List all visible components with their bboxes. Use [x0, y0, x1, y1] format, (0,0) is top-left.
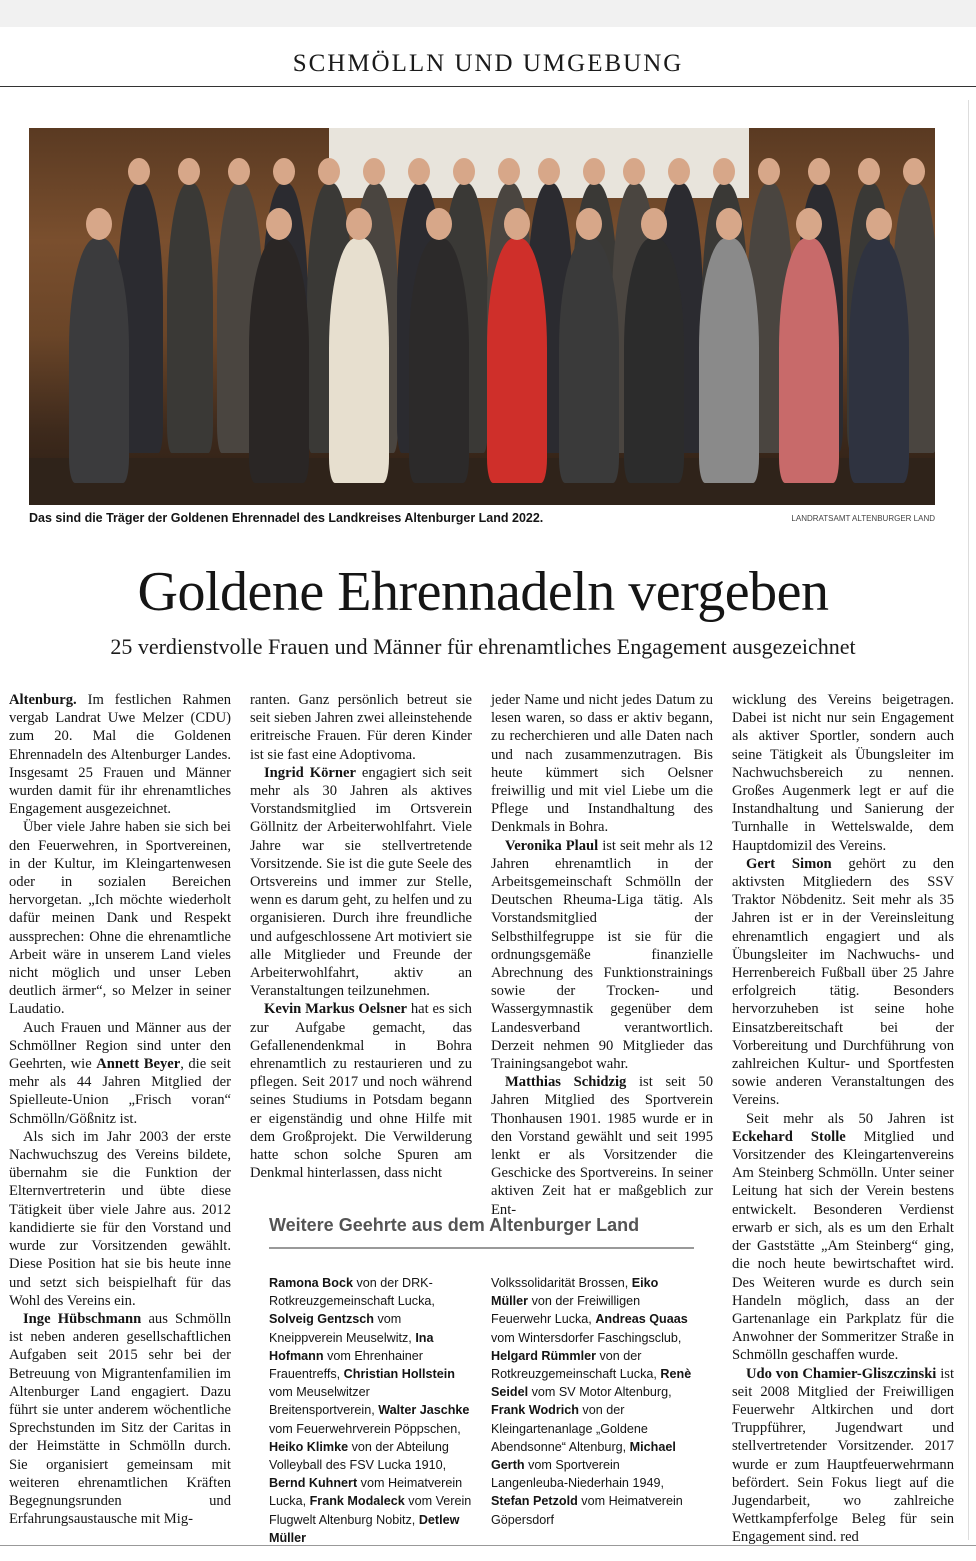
- honoree-name: Helgard Rümmler: [491, 1348, 596, 1363]
- photo-person-head: [583, 158, 605, 185]
- photo-person-head: [808, 158, 830, 185]
- photo-person-head: [538, 158, 560, 185]
- photo-person-head: [273, 158, 295, 185]
- honoree-name: Heiko Klimke: [269, 1439, 349, 1454]
- honoree-entry: Andreas Quaas vom Wintersdorfer Faschingsclub,: [491, 1312, 688, 1345]
- honoree-entry: Ramona Bock von der DRK-Rotkreuzgemeinschaft Lucka,: [269, 1276, 435, 1309]
- article-paragraph: Ingrid Körner engagiert sich seit mehr als 30 Jahren als aktives Vorstandsmitglied im Ortsverein Göllnitz der Arbeiterwohlfahrt. Viele Jahre war sie stellvertretende Vorsitzende. Sie ist die gute Seele des Ortsvereins und immer zur Stelle, wenn es darum geht, zu helfen und zu organisieren. Durch ihre freundliche und aufgeschlossene Art motiviert sie alle Mitglieder und Freunde der Arbeiterwohlfahrt, aktiv an Veranstaltungen teilzunehmen.: [250, 764, 472, 1000]
- honoree-entry: Renè Seidel vom SV Motor Altenburg,: [491, 1367, 692, 1400]
- honoree-name: Ingrid Körner: [264, 764, 356, 781]
- honoree-name: Matthias Schidzig: [505, 1074, 627, 1091]
- top-bar: [0, 0, 976, 27]
- honoree-entry: Ina Hofmann vom Ehrenhainer Frauentreffs,: [269, 1330, 434, 1382]
- article-column-2: [250, 691, 472, 1182]
- photo-person-head: [758, 158, 780, 185]
- photo-person-head: [318, 158, 340, 185]
- photo-person-head: [228, 158, 250, 185]
- sidebox-rule: [269, 1247, 694, 1249]
- article-paragraph: Seit mehr als 50 Jahren ist Eckehard Stolle Mitglied und Vorsitzender des Kleingartenvereins Am Steinberg Schmölln. Unter seiner Leitung hat sich der Verein bestens entwickelt. Besonderen Verdienst erwarb er sich, als es um den Erhalt der Gaststätte „Am Steinberg“ ging, die noch heute bewirtschaftet wird. Des Weiteren wurde es durch sein Handeln möglich, dass an der Gartenanlage ein Parkplatz für die Anwohner der Sommeritzer Straße in Schmölln geschaffen wurde.: [732, 1110, 954, 1364]
- photo-person-front: [487, 238, 547, 483]
- honoree-name: Ina Hofmann: [269, 1330, 434, 1363]
- article-paragraph: Über viele Jahre haben sie sich bei den Feuerwehren, in Sportvereinen, in der Kultur, im Kleingartenwesen oder in sozialen Bereichen hervorgetan. „Ich möchte wiederholt dafür meinen Dank und Respekt aussprechen: Ohne die ehrenamtliche Arbeit wäre in unserem Land vieles nicht möglich und unser Leben deutlich ärmer“, so Melzer in seiner Laudatio.: [9, 819, 231, 1018]
- photo-person-head: [346, 208, 372, 240]
- photo-person-front: [249, 238, 309, 483]
- section-title: SCHMÖLLN UND UMGEBUNG: [292, 50, 684, 77]
- honoree-entry: Eiko Müller von der Freiwilligen Feuerwehr Lucka,: [491, 1276, 659, 1327]
- honoree-name: Annett Beyer: [96, 1056, 181, 1073]
- photo-person-front: [699, 238, 759, 483]
- article-paragraph: Udo von Chamier-Gliszczinski ist seit 2008 Mitglied der Freiwilligen Feuerwehr Altkirchen und dort Truppführer, Jugendwart und stellvertretender Vorsitzender. 2017 wurde er zum Hauptfeuerwehrmann befördert. Sein Fokus liegt auf die Jugendarbeit, wo zahlreiche Wettkampferfolge Beleg für sein Engagement sind. red: [732, 1365, 954, 1546]
- honoree-name: Andreas Quaas: [595, 1312, 688, 1327]
- honoree-entry: Frank Modaleck vom Verein Flugwelt Altenburg Nobitz,: [269, 1494, 472, 1527]
- photo-person-head: [266, 208, 292, 240]
- photo-person-back: [167, 183, 213, 453]
- photo-person-head: [866, 208, 892, 240]
- honoree-name: Altenburg.: [9, 692, 77, 708]
- photo-person-front: [849, 238, 909, 483]
- photo-person-head: [498, 158, 520, 185]
- photo-person-head: [426, 208, 452, 240]
- photo-person-front: [409, 238, 469, 483]
- photo-person-head: [453, 158, 475, 185]
- honoree-entry: Solveig Gentzsch vom Kneippverein Meuselwitz,: [269, 1312, 416, 1345]
- photo-person-head: [623, 158, 645, 185]
- article-paragraph: ranten. Ganz persönlich betreut sie seit sieben Jahren zwei alleinstehende eritreische Frauen. Für deren Kinder ist sie fast eine Adoptivoma.: [250, 692, 472, 763]
- honoree-name: Veronika Plaul: [505, 837, 599, 854]
- photo-person-front: [779, 238, 839, 483]
- photo-person-head: [668, 158, 690, 185]
- honoree-entry: Bernd Kuhnert vom Heimatverein Lucka,: [269, 1476, 463, 1509]
- sidebox-column-2: [491, 1274, 697, 1529]
- photo-person-head: [903, 158, 925, 185]
- honoree-name: Christian Hollstein: [343, 1367, 455, 1382]
- photo-person-head: [363, 158, 385, 185]
- honoree-name: Kevin Markus Oelsner: [264, 1001, 408, 1018]
- photo-person-front: [559, 238, 619, 483]
- photo-person-head: [128, 158, 150, 185]
- photo-person-front: [69, 238, 129, 483]
- honoree-name: Inge Hübschmann: [23, 1310, 142, 1327]
- photo-person-front: [624, 238, 684, 483]
- article-paragraph: Inge Hübschmann aus Schmölln ist neben anderen gesellschaftlichen Aufgaben seit 2015 sehr bei der Betreuung von Migrantenfamilien im Altenburger Land engagiert. Dazu führt sie unter anderem wöchentliche Sprechstunden im Sitz der Caritas in der Heimstätte in Schmölln durch. Sie organisiert gemeinsam mit weiteren ehrenamtlichen Kräften Begegnungsrunden und Erfahrungsaustausche mit Mig-: [9, 1310, 231, 1528]
- honoree-name: Frank Modaleck: [309, 1494, 405, 1509]
- photo-person-head: [504, 208, 530, 240]
- photo-person-head: [796, 208, 822, 240]
- photo-person-head: [86, 208, 112, 240]
- photo-credit: LANDRATSAMT ALTENBURGER LAND: [791, 514, 935, 523]
- honoree-name: Detlew Müller: [269, 1512, 460, 1545]
- photo-person-head: [858, 158, 880, 185]
- article-paragraph: Auch Frauen und Männer aus der Schmöllner Region sind unter den Geehrten, wie Annett Beyer, die seit mehr als 44 Jahren Mitglied der Spielleute-Union „Frisch voran“ Schmölln/Gößnitz ist.: [9, 1019, 231, 1127]
- honoree-entry: Helgard Rümmler von der Rotkreuzgemeinschaft Lucka,: [491, 1348, 661, 1382]
- group-photo: [29, 128, 935, 505]
- article-paragraph: Veronika Plaul ist seit mehr als 12 Jahren ehrenamtlich in der Arbeitsgemeinschaft Schmölln der Deutschen Rheuma-Liga tätig. Als Vorstandsmitglied der Selbsthilfegruppe ist sie für die ordnungsgemäße finanzielle Abrechnung des Funktionstrainings sowie der Trocken- und Wassergymnastik gegenüber dem Landesverband verantwortlich. Derzeit nehmen 90 Mitglieder das Trainingsangebot wahr.: [491, 837, 713, 1073]
- honoree-entry: Heiko Klimke von der Abteilung Volleyball des FSV Lucka 1910,: [269, 1439, 449, 1473]
- article-paragraph: jeder Name und nicht jedes Datum zu lesen waren, so dass er aktiv begann, zu recherchieren und alle Daten nach und nach zusammenzutragen. Bis heute kümmert sich Oelsner freiwillig und mit viel Liebe um die Pflege und Instandhaltung des Denkmals in Bohra.: [491, 692, 713, 836]
- article-paragraph: Als sich im Jahr 2003 der erste Nachwuchszug des Vereins bildete, übernahm sie die Funktion der Elternvertreterin und übte diese Tätigkeit über viele Jahre aus. 2012 kandidierte sie für den Vorstand und wurde zur Vorsitzenden gewählt. Diese Position hat sie bis heute inne und setzt sich beispielhaft für das Wohl des Vereins ein.: [9, 1128, 231, 1309]
- article-column-4: [732, 691, 954, 1547]
- headline: Goldene Ehrennadeln vergeben: [137, 561, 829, 623]
- photo-caption: Das sind die Träger der Goldenen Ehrennadel des Landkreises Altenburger Land 2022.: [29, 511, 544, 525]
- sidebox-column-1: [269, 1274, 475, 1547]
- article-paragraph: Matthias Schidzig ist seit 50 Jahren Mitglied des Sportverein Thonhausen 1901. 1985 wurde er in den Vorstand gewählt und seit 1995 lenkt er als Vorsitzender die Geschicke des Sportvereins. In seiner aktiven Zeit hat er maßgeblich zur Ent-: [491, 1074, 714, 1218]
- honoree-entry: Volkssolidarität Brossen,: [491, 1276, 632, 1290]
- photo-person-head: [408, 158, 430, 185]
- honoree-name: Eckehard Stolle: [732, 1128, 846, 1145]
- honoree-name: Ramona Bock: [269, 1276, 353, 1290]
- article-paragraph: Kevin Markus Oelsner hat es sich zur Aufgabe gemacht, das Gefallenendenkmal in Bohra ehrenamtlich zu restaurieren und zu pflegen. Seit 2017 und noch während seines Studiums in Potsdam begann er eigenständig und ohne Hilfe mit dem Großprojekt. Die Verwilderung hatte schon solche Spuren am Denkmal hinterlassen, dass nicht: [250, 1001, 472, 1182]
- article-column-1: [9, 691, 231, 1528]
- sidebox-title: Weitere Geehrte aus dem Altenburger Land: [269, 1215, 640, 1235]
- article-paragraph: wicklung des Vereins beigetragen. Dabei ist nicht nur sein Engagement als aktiver Sportler, sondern auch seine Tätigkeit als Übungsleiter im Nachwuchsbereich zu nennen. Großes Augenmerk legt er auf die Instandhaltung und Sanierung der Turnhalle in Wettelswalde, dem Hauptdomizil des Vereins.: [732, 692, 954, 854]
- honoree-name: Eiko Müller: [491, 1276, 659, 1309]
- photo-person-head: [713, 158, 735, 185]
- honoree-name: Renè Seidel: [491, 1367, 692, 1400]
- article-column-3: [491, 691, 713, 1219]
- photo-person-head: [576, 208, 602, 240]
- honoree-name: Bernd Kuhnert: [269, 1476, 358, 1491]
- article-paragraph: Gert Simon gehört zu den aktivsten Mitgliedern des SSV Traktor Nöbdenitz. Seit mehr als 35 Jahren ist er in der Vereinsleitung ehrenamtlich engagiert und als Übungsleiter im Nachwuchs- und Herrenbereich Fußball über 25 Jahre erfolgreich tätig. Besonders hervorzuheben ist seine hohe Einsatzbereitschaft bei der Vorbereitung und Durchführung von zahlreichen Kultur- und Sportfesten sowie anderen Veranstaltungen des Vereins.: [732, 855, 954, 1109]
- photo-person-head: [178, 158, 200, 185]
- honoree-entry: Stefan Petzold vom Heimatverein Göpersdorf: [491, 1494, 683, 1527]
- honoree-entry: Frank Wodrich von der Kleingartenanlage „Goldene Abendsonne“ Altenburg,: [491, 1403, 648, 1454]
- honoree-name: Udo von Chamier-Gliszczinski: [746, 1365, 937, 1382]
- honoree-entry: Walter Jaschke vom Feuerwehrverein Pöppschen,: [269, 1403, 470, 1436]
- honoree-name: Walter Jaschke: [378, 1403, 470, 1418]
- honoree-entry: Michael Gerth vom Sportverein Langenleuba-Niederhain 1949,: [491, 1439, 676, 1491]
- honoree-entry: Christian Hollstein vom Meuselwitzer Breitensportverein,: [269, 1367, 455, 1418]
- honoree-name: Stefan Petzold: [491, 1494, 578, 1509]
- honoree-name: Michael Gerth: [491, 1439, 676, 1473]
- section-rule: [0, 86, 976, 87]
- honoree-name: Gert Simon: [746, 855, 832, 872]
- photo-person-head: [641, 208, 667, 240]
- bottom-rule: [0, 1545, 976, 1546]
- photo-person-head: [716, 208, 742, 240]
- next-page-edge: [968, 100, 976, 1540]
- photo-person-front: [329, 238, 389, 483]
- honoree-name: Solveig Gentzsch: [269, 1312, 374, 1327]
- subheadline: 25 verdienstvolle Frauen und Männer für ehrenamtliches Engagement ausgezeichnet: [110, 634, 856, 659]
- honoree-name: Frank Wodrich: [491, 1403, 579, 1418]
- article-paragraph: Altenburg. Im festlichen Rahmen vergab Landrat Uwe Melzer (CDU) zum 20. Mal die Goldenen Ehrennadeln des Altenburger Landes. Insgesamt 25 Frauen und Männer wurden damit für ihr ehrenamtliches Engagement ausgezeichnet.: [9, 692, 231, 818]
